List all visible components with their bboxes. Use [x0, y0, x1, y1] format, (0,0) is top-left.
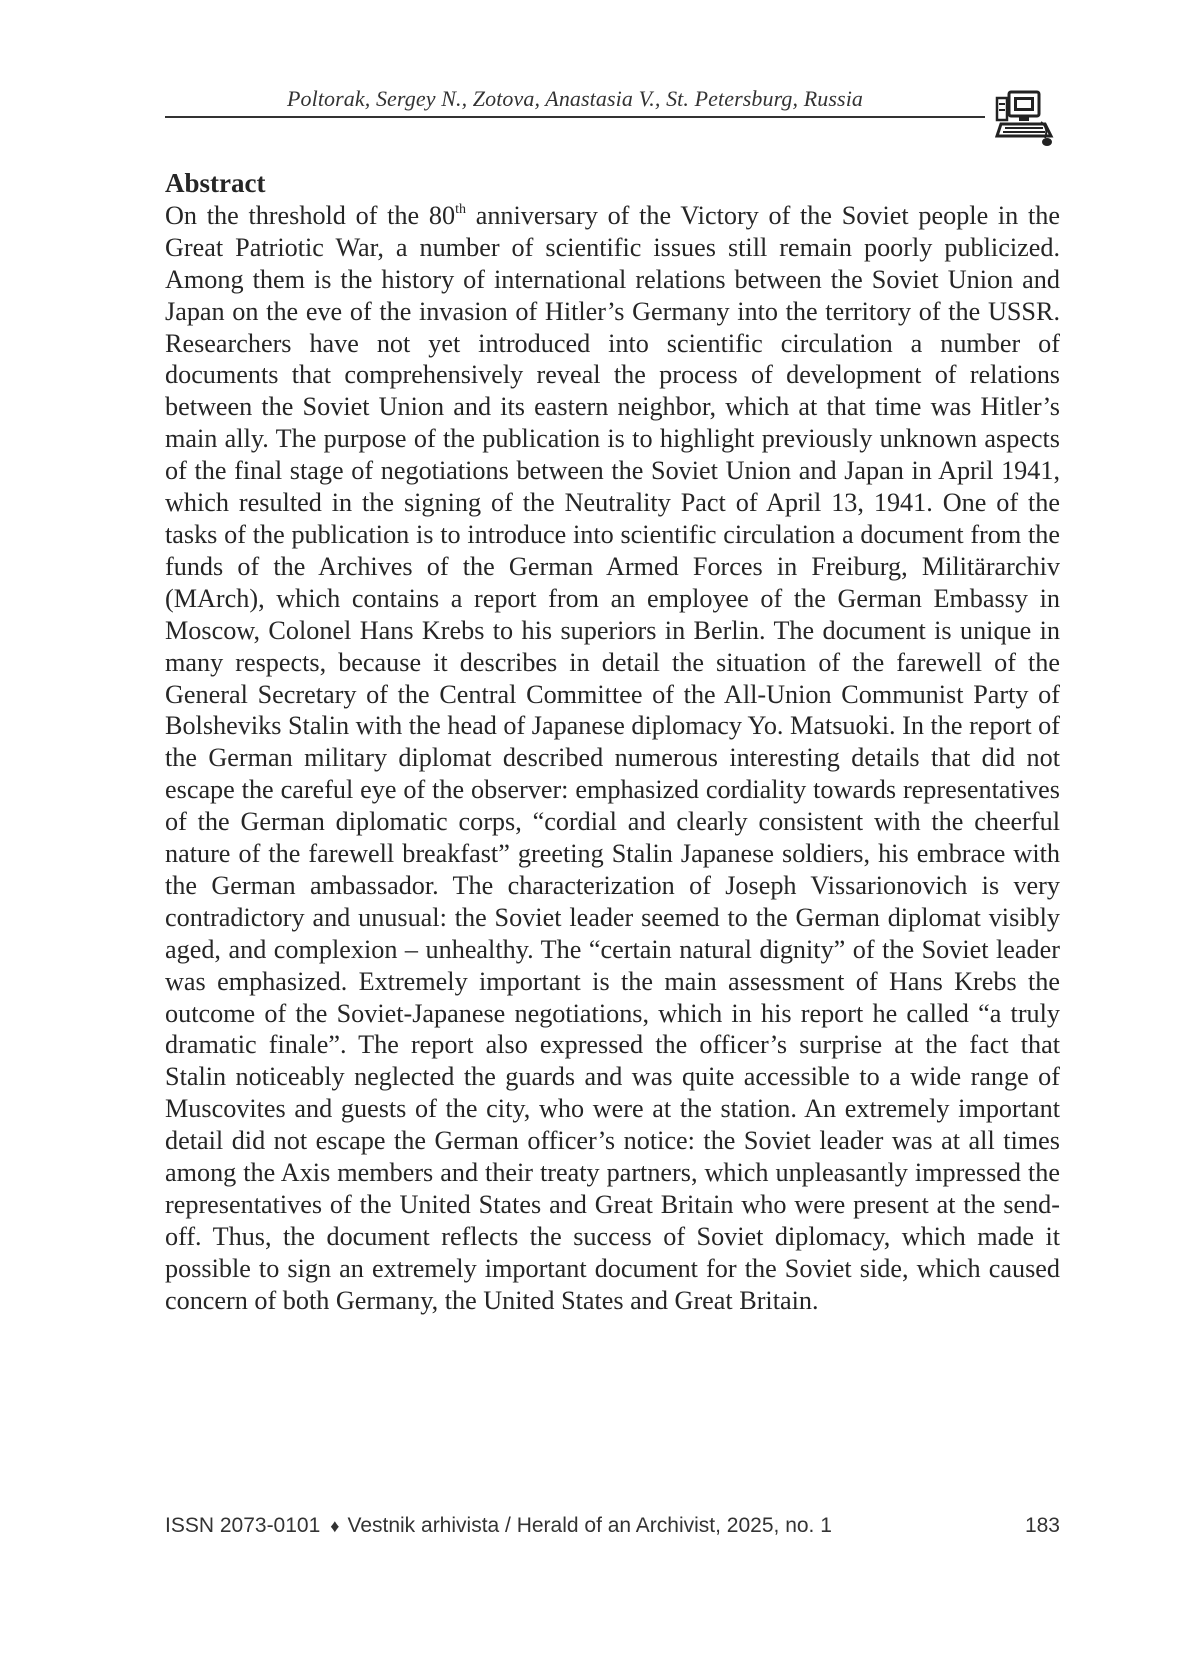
abstract-heading: Abstract — [165, 168, 266, 198]
ordinal-superscript: th — [455, 201, 466, 217]
archivist-computer-icon — [995, 88, 1055, 148]
page-number: 183 — [1024, 1514, 1060, 1537]
footer-journal: Vestnik arhivista / Herald of an Archivist, 2025, no. 1 — [347, 1514, 832, 1537]
abstract-body-text: anniversary of the Victory of the Soviet people in the Great Patriotic War, a number of scientific issues still remain poorly publicized. Among them is the history of international relations between the Soviet Union and Japan on the eve of the invasion of Hitler’s Germany into the territory of the USSR. Researchers have not yet introduced into scientific circulation a number of documents that comprehensively reveal the process of development of relations between the Soviet Union and its eastern neighbor, which at that time was Hitler’s main ally. The purpose of the publication is to highlight previously unknown aspects of the final stage of negotiations between the Soviet Union and Japan in April 1941, which resulted in the signing of the Neutrality Pact of April 13, 1941. One of the tasks of the publication is to introduce into scientific circulation a document from the funds of the Archives of the German Armed Forces in Freiburg, Militärarchiv (MArch), which contains a report from an employee of the German Embassy in Moscow, Colonel Hans Krebs to his superiors in Berlin. The document is unique in many respects, because it describes in detail the situation of the farewell of the General Secretary of the Central Committee of the All-Union Communist Party of Bolsheviks Stalin with the head of Japanese diplomacy Yo. Matsuoki. In the report of the German military diplomat described numerous interesting details that did not escape the careful eye of the observer: emphasized cordiality towards representatives of the German diplomatic corps, “cordial and clearly consistent with the cheerful nature of the farewell breakfast” greeting Stalin Japanese soldiers, his embrace with the German ambassador. The characterization of Joseph Vissarionovich is very contradictory and unusual: the Soviet leader seemed to the German diplomat visibly aged, and complexion – unhealthy. The “certain natural dignity” of the Soviet leader was emphasized. Extremely important is the main assessment of Hans Krebs the outcome of the Soviet-Japanese negotiations, which in his report he called “a truly dramatic finale”. The report also expressed the officer’s surprise at the fact that Stalin noticeably neglected the guards and was quite accessible to a wide range of Muscovites and guests of the city, who were at the station. An extremely important detail did not escape the German officer’s notice: the Soviet leader was at all times among the Axis members and their treaty partners, which unpleasantly impressed the representatives of the United States and Great Britain who were present at the send-off. Thus, the document reflects the success of Soviet diplomacy, which made it possible to sign an extremely important document for the Soviet side, which caused concern of both Germany, the United States and Great Britain. — [165, 200, 1060, 1315]
footer-citation — [165, 1514, 832, 1538]
diamond-separator-icon: ♦ — [330, 1516, 340, 1536]
footer-issn: ISSN 2073-0101 — [165, 1514, 321, 1537]
abstract-paragraph — [165, 200, 1060, 1317]
running-title: Poltorak, Sergey N., Zotova, Anastasia V., St. Petersburg, Russia — [286, 86, 864, 111]
abstract-intro: On the threshold of the 80 — [165, 200, 456, 230]
running-header — [165, 82, 985, 118]
abstract-section — [165, 168, 1060, 1317]
